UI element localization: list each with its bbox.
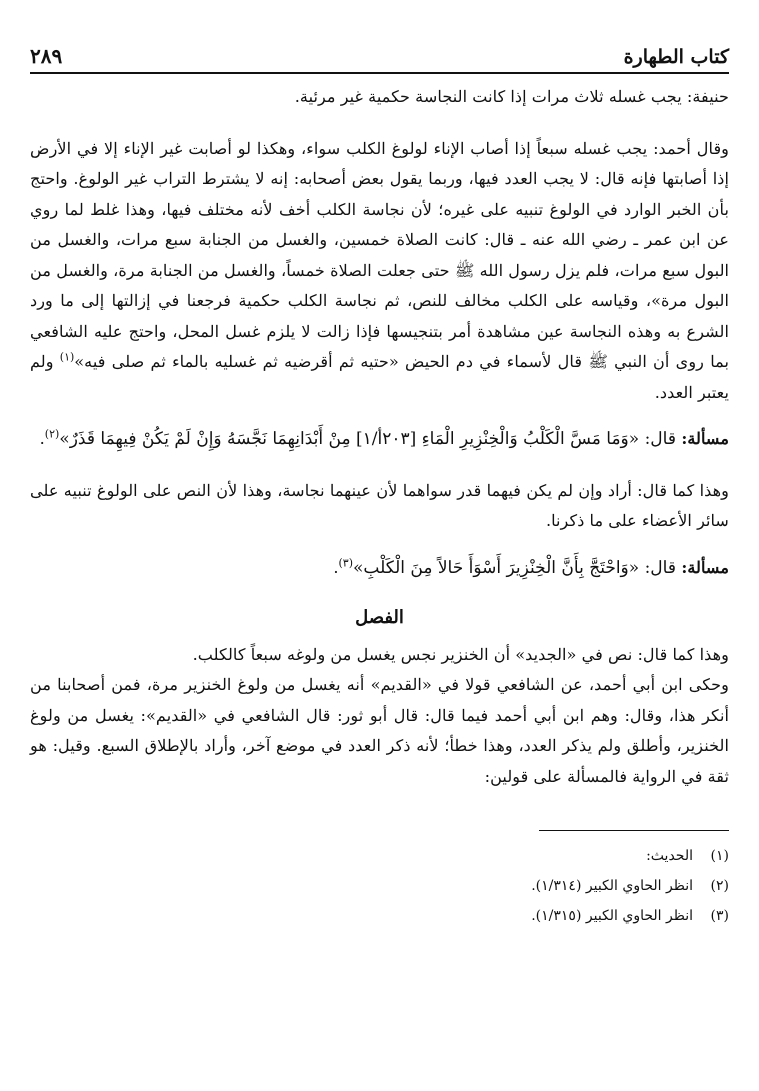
- footnote-reference: (١): [59, 350, 75, 364]
- footnote-reference: (٢): [44, 427, 60, 441]
- paragraph-text-tail: ولم يعتبر العدد.: [30, 352, 729, 402]
- section-heading: الفصل: [355, 607, 404, 628]
- book-title: كتاب الطهارة: [623, 46, 729, 68]
- footnote-item: [30, 871, 729, 901]
- masala-paragraph: [30, 424, 729, 455]
- masala-label: مسألة:: [681, 557, 729, 577]
- paragraph: [30, 134, 729, 409]
- quoted-text: قال: «وَاحْتَجَّ بِأَنَّ الْخِنْزِيرَ أَسْوَأَ حَالاً مِنَ الْكَلْبِ»: [352, 557, 682, 578]
- punctuation: .: [39, 429, 45, 448]
- footnote-text: انظر الحاوي الكبير (١/٣١٥).: [531, 908, 693, 924]
- paragraph: وهذا كما قال: أراد وإن لم يكن فيهما قدر سواهما لأن عينهما نجاسة، وهذا لأن النص على الولوغ تنبيه على سائر الأعضاء على ما ذكرنا.: [30, 480, 729, 530]
- footnote-reference: (٣): [338, 556, 353, 570]
- quoted-text: قال: «وَمَا مَسَّ الْكَلْبُ وَالْخِنْزِيرِ الْمَاءِ [٢٠٣أ/١] مِنْ أَبْدَانِهِمَا نَجَّسَهُ وَإِنْ لَمْ يَكُنْ فِيهِمَا قَذَرٌ»: [59, 429, 682, 449]
- masala-label: مسألة:: [681, 429, 729, 448]
- footnote-item: [30, 841, 729, 871]
- paragraph: وحكى ابن أبي أحمد، عن الشافعي قولا في «القديم» أنه يغسل من ولوغ الخنزير مرة، فمن أصحابنا من أنكر هذا، وقال: وهم ابن أبي أحمد فيما قال: قال أبو ثور: قال الشافعي في «القديم»: يغسل من ولوغ الخنزير، وأطلق ولم يذكر العدد، وهذا خطأ؛ لأنه ذكر العدد في موضع آخر، وأراد بالإطلاق السبع. وقيل: هو ثقة في الرواية فالمسألة على قولين:: [30, 675, 729, 786]
- masala-paragraph: [30, 553, 729, 584]
- footnote-text: انظر الحاوي الكبير (١/٣١٤).: [531, 878, 693, 894]
- footnote-number: (٣): [710, 908, 729, 924]
- main-text: [30, 82, 729, 792]
- page-header: [30, 38, 729, 74]
- punctuation: .: [333, 557, 339, 577]
- paragraph: حنيفة: يجب غسله ثلاث مرات إذا كانت النجاسة حكمية غير مرئية.: [294, 87, 729, 106]
- footnote-number: (١): [710, 848, 729, 864]
- footnotes: [30, 841, 729, 931]
- paragraph: وهذا كما قال: نص في «الجديد» أن الخنزير نجس يغسل من ولوغه سبعاً كالكلب.: [192, 644, 729, 664]
- footnote-number: (٢): [710, 878, 729, 894]
- paragraph-text: وقال أحمد: يجب غسله سبعاً إذا أصاب الإناء لولوغ الكلب سواء، وهكذا لو أصابت غير الإناء إلا في الأرض إذا أصابتها فإنه قال: لا يجب العدد فيها، وربما يقول بعض أصحابه: إنه لا يشترط التراب غير الولوغ. واحتج بأن الخبر الوارد في الولوغ تنبيه على غيره؛ لأن نجاسة الكلب أخف لأنه مختلف فيها، وهذا غلط لما روي عن ابن عمر ـ رضي الله عنه ـ قال: كانت الصلاة خمسين، والغسل من الجنابة سبع مرات، والغسل من البول سبع مرات، فلم يزل رسول الله ﷺ حتى جعلت الصلاة خمساً، والغسل من الجنابة مرة، والغسل من البول مرة»، وقياسه على الكلب مخالف للنص، ثم نجاسة الكلب حكمية فرجعنا في إزالتها إلى ما ورد الشرع به وهذه النجاسة عين مشاهدة أمر بتنجيسها فإذا زالت لا يلزم غسل المحل، واحتج عليه الشافعي بما روى أن النبي ﷺ قال لأسماء في دم الحيض «حتيه ثم أقرضيه ثم غسليه بالماء ثم صلى فيه»: [30, 138, 730, 371]
- footnote-divider: [539, 830, 729, 831]
- page-number: ٢٨٩: [30, 44, 63, 68]
- footnote-item: [30, 901, 729, 931]
- footnote-text: الحديث:: [646, 848, 693, 864]
